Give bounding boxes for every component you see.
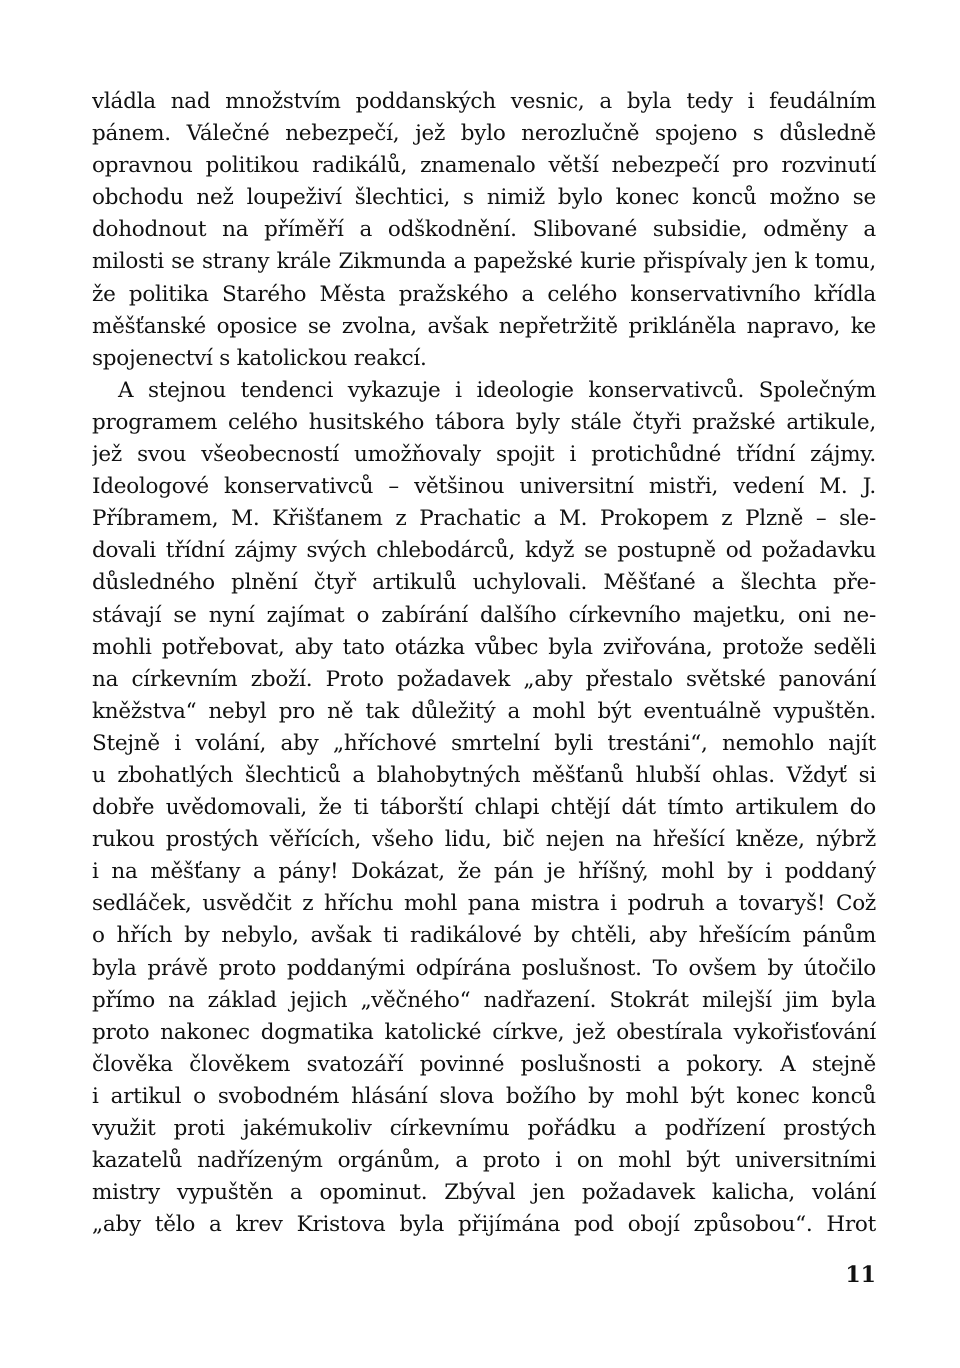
text-line: využit proti jakémukoliv církevnímu pořádku a podřízení prostých bbox=[92, 1116, 876, 1141]
text-line: byla právě proto poddanými odpírána poslušnost. To ovšem by útočilo bbox=[92, 955, 876, 981]
text-line: A stejnou tendenci vykazuje i ideologie konservativců. Společným bbox=[118, 377, 876, 403]
text-line: „aby tělo a krev Kristova byla přijímána pod obojí způsobou“. Hrot bbox=[92, 1212, 876, 1238]
body-text bbox=[92, 86, 876, 1241]
text-line: dobře uvědomovali, že ti táborští chlapi chtějí dát tímto artikulem do bbox=[92, 795, 876, 821]
text-line: mohli potřebovat, aby tato otázka vůbec byla zviřována, protože seděli bbox=[92, 634, 876, 660]
text-line: stávají se nyní zajímat o zabírání dalšího církevního majetku, oni ne- bbox=[92, 602, 876, 628]
text-line: přímo na základ jejich „věčného“ nadřazení. Stokrát milejší jim byla bbox=[92, 987, 876, 1013]
text-line: opravnou politikou radikálů, znamenalo větší nebezpečí pro rozvinutí bbox=[92, 153, 876, 179]
text-line: milosti se strany krále Zikmunda a papežské kurie přispívaly jen k tomu, bbox=[92, 249, 876, 275]
text-line: na církevním zboží. Proto požadavek „aby přestalo světské panování bbox=[92, 666, 876, 692]
text-line: kazatelů nadřízeným orgánům, a proto i on mohl být universitními bbox=[92, 1148, 876, 1174]
text-line: programem celého husitského tábora byly stále čtyři pražské artikule, bbox=[92, 409, 876, 435]
text-line: dohodnout na příměří a odškodnění. Slibované subsidie, odměny a bbox=[92, 217, 876, 243]
text-line: i artikul o svobodném hlásání slova božího by mohl být konec konců bbox=[92, 1083, 876, 1109]
text-line: Příbramem, M. Křišťanem z Prachatic a M. Prokopem z Plzně – sle- bbox=[92, 506, 876, 532]
text-line: Stejně i volání, aby „hříchové smrtelní byli trestáni“, nemohlo najít bbox=[92, 730, 876, 756]
text-line: obchodu než loupeživí šlechtici, s nimiž bylo konec konců možno se bbox=[92, 185, 876, 211]
text-line: člověka člověkem svatozáří povinné poslušnosti a pokory. A stejně bbox=[92, 1051, 876, 1077]
text-line: rukou prostých věřících, všeho lidu, bič nejen na hřešící kněze, nýbrž bbox=[92, 827, 876, 853]
text-line: vládla nad množstvím poddanských vesnic, a byla tedy i feudálním bbox=[92, 89, 876, 114]
text-line: spojenectví s katolickou reakcí. bbox=[92, 345, 427, 371]
page-number: 11 bbox=[845, 1262, 876, 1288]
text-line: kněžstva“ nebyl pro ně tak důležitý a mohl být eventuálně vypuštěn. bbox=[92, 698, 876, 724]
text-line: že politika Starého Města pražského a celého konservativního křídla bbox=[92, 281, 876, 307]
text-line: měšťanské oposice se zvolna, avšak nepřetržitě prikláněla napravo, ke bbox=[92, 313, 876, 339]
text-line: u zbohatlých šlechticů a blahobytných měšťanů hlubší ohlas. Vždyť si bbox=[92, 762, 876, 788]
text-line: dovali třídní zájmy svých chlebodárců, když se postupně od požadavku bbox=[92, 538, 876, 564]
text-line: mistry vypuštěn a opominut. Zbýval jen požadavek kalicha, volání bbox=[92, 1180, 876, 1206]
text-line: proto nakonec dogmatika katolické církve, jež obestírala vykořisťování bbox=[92, 1019, 876, 1045]
text-line: o hřích by nebylo, avšak ti radikálové by chtěli, aby hřešícím pánům bbox=[92, 923, 876, 949]
text-line: důsledného plnění čtyř artikulů uchylovali. Měšťané a šlechta pře- bbox=[92, 570, 876, 596]
text-line: i na měšťany a pány! Dokázat, že pán je hříšný, mohl by i poddaný bbox=[92, 859, 876, 885]
text-line: pánem. Válečné nebezpečí, jež bylo nerozlučně spojeno s důsledně bbox=[92, 121, 876, 147]
text-line: sedláček, usvědčit z hříchu mohl pana mistra i podruh a tovaryš! Což bbox=[92, 891, 876, 917]
text-line: jež svou všeobecností umožňovaly spojit i protichůdné třídní zájmy. bbox=[92, 442, 876, 468]
text-line: Ideologové konservativců – většinou universitní mistři, vedení M. J. bbox=[92, 474, 876, 500]
